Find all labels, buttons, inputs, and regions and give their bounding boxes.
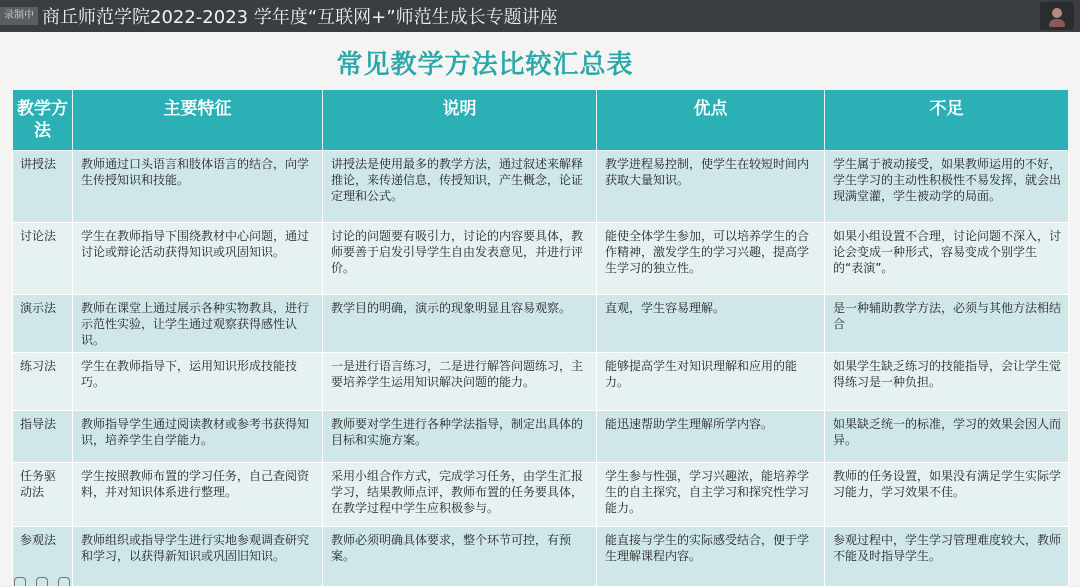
- feature-cell: 学生按照教师布置的学习任务，自己查阅资料，并对知识体系进行整理。: [73, 463, 323, 527]
- note-cell: 讨论的问题要有吸引力，讨论的内容要具体，教师要善于启发引导学生自由发表意见，并进行评价。: [323, 223, 597, 295]
- note-cell: 采用小组合作方式，完成学习任务，由学生汇报学习，结果教师点评，教师布置的任务要具体，在教学过程中学生应积极参与。: [323, 463, 597, 527]
- table-header-row: [13, 90, 1069, 151]
- header-note: 说明: [323, 90, 597, 151]
- header-con: 不足: [825, 90, 1069, 151]
- feature-cell: 学生在教师指导下围绕教材中心问题，通过讨论或辩论活动获得知识或巩固知识。: [73, 223, 323, 295]
- pro-cell: 学生参与性强，学习兴趣浓，能培养学生的自主探究，自主学习和探究性学习能力。: [597, 463, 825, 527]
- note-cell: 教师要对学生进行各种学法指导，制定出具体的目标和实施方案。: [323, 411, 597, 463]
- note-cell: 一是进行语言练习，二是进行解答问题练习，主要培养学生运用知识解决问题的能力。: [323, 353, 597, 411]
- toolbar-icon[interactable]: [36, 577, 48, 586]
- toolbar-icon[interactable]: [58, 577, 70, 586]
- participant-video-thumbnail[interactable]: [1040, 2, 1074, 30]
- header-method: 教学方法: [13, 90, 73, 151]
- feature-cell: 教师在课堂上通过展示各种实物教具，进行示范性实验，让学生通过观察获得感性认识。: [73, 295, 323, 353]
- table-row: [13, 411, 1069, 463]
- table-row: [13, 295, 1069, 353]
- feature-cell: 教师通过口头语言和肢体语言的结合，向学生传授知识和技能。: [73, 151, 323, 223]
- comparison-table: [12, 89, 1069, 587]
- pro-cell: 教学进程易控制，使学生在较短时间内获取大量知识。: [597, 151, 825, 223]
- recording-indicator: 录制中: [0, 7, 38, 25]
- table-row: [13, 527, 1069, 587]
- table-row: [13, 353, 1069, 411]
- method-cell: 讨论法: [13, 223, 73, 295]
- table-row: [13, 223, 1069, 295]
- con-cell: 如果小组设置不合理，讨论问题不深入，讨论会变成一种形式，容易变成个别学生的“表演”。: [825, 223, 1069, 295]
- con-cell: 如果缺乏统一的标准，学习的效果会因人而异。: [825, 411, 1069, 463]
- avatar: [1052, 8, 1062, 18]
- con-cell: 学生属于被动接受，如果教师运用的不好，学生学习的主动性积极性不易发挥，就会出现满堂灌，学生被动学的局面。: [825, 151, 1069, 223]
- meeting-title: 商丘师范学院2022-2023 学年度“互联网+”师范生成长专题讲座: [42, 7, 558, 28]
- bottom-toolbar: [0, 572, 134, 586]
- method-cell: 讲授法: [13, 151, 73, 223]
- meeting-title-bar: [0, 0, 1080, 32]
- note-cell: 讲授法是使用最多的教学方法，通过叙述来解释推论，来传递信息，传授知识，产生概念，论证定理和公式。: [323, 151, 597, 223]
- toolbar-icon[interactable]: [14, 577, 26, 586]
- pro-cell: 能够提高学生对知识理解和应用的能力。: [597, 353, 825, 411]
- feature-cell: 学生在教师指导下，运用知识形成技能技巧。: [73, 353, 323, 411]
- note-cell: 教学目的明确，演示的现象明显且容易观察。: [323, 295, 597, 353]
- header-feature: 主要特征: [73, 90, 323, 151]
- method-cell: 任务驱动法: [13, 463, 73, 527]
- feature-cell: 教师指导学生通过阅读教材或参考书获得知识，培养学生自学能力。: [73, 411, 323, 463]
- header-pro: 优点: [597, 90, 825, 151]
- pro-cell: 能直接与学生的实际感受结合，便于学生理解课程内容。: [597, 527, 825, 587]
- table-row: [13, 463, 1069, 527]
- slide-title: 常见教学方法比较汇总表: [336, 50, 634, 80]
- table-row: [13, 151, 1069, 223]
- method-cell: 指导法: [13, 411, 73, 463]
- con-cell: 参观过程中，学生学习管理难度较大，教师不能及时指导学生。: [825, 527, 1069, 587]
- feature-cell: 教师组织或指导学生进行实地参观调查研究和学习，以获得新知识或巩固旧知识。: [73, 527, 323, 587]
- pro-cell: 能迅速帮助学生理解所学内容。: [597, 411, 825, 463]
- con-cell: 教师的任务设置，如果没有满足学生实际学习能力，学习效果不佳。: [825, 463, 1069, 527]
- shared-slide: [0, 32, 1080, 586]
- method-cell: 练习法: [13, 353, 73, 411]
- method-cell: 参观法: [13, 527, 73, 587]
- method-cell: 演示法: [13, 295, 73, 353]
- note-cell: 教师必须明确具体要求，整个环节可控，有预案。: [323, 527, 597, 587]
- pro-cell: 直观，学生容易理解。: [597, 295, 825, 353]
- con-cell: 如果学生缺乏练习的技能指导，会让学生觉得练习是一种负担。: [825, 353, 1069, 411]
- con-cell: 是一种辅助教学方法，必须与其他方法相结合: [825, 295, 1069, 353]
- pro-cell: 能使全体学生参加，可以培养学生的合作精神，激发学生的学习兴趣，提高学生学习的独立性。: [597, 223, 825, 295]
